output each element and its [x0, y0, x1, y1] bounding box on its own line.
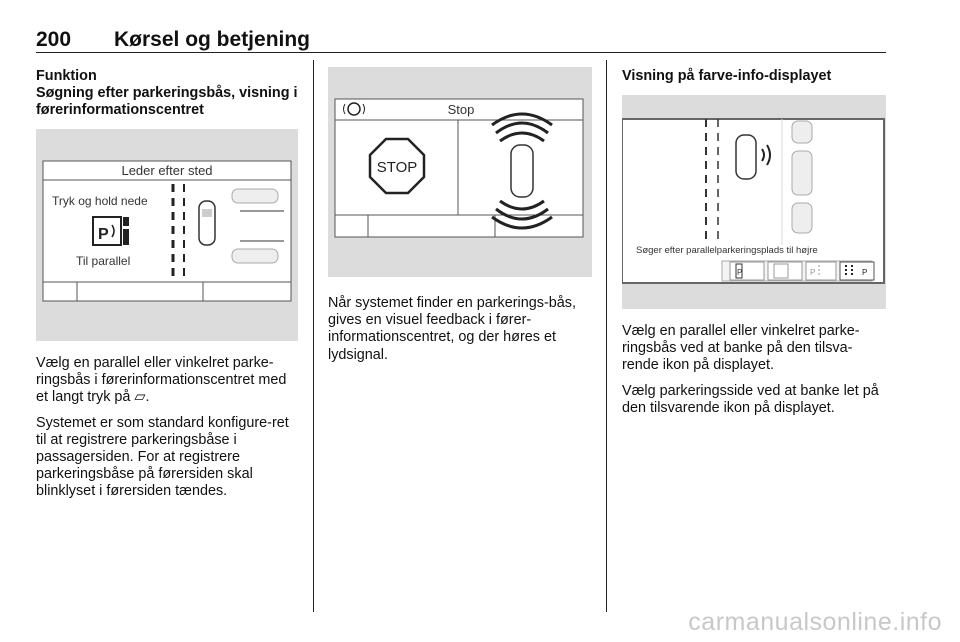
page-number: 200	[36, 28, 72, 51]
paragraph: Vælg en parallel eller vinkelret parke-ringsbås i førerinformationscentret med et langt tryk på ⏥.	[36, 355, 287, 406]
display-caption: Søger efter parallelparkeringsplads til højre	[636, 245, 818, 256]
column-divider-2	[606, 60, 607, 612]
parking-side-left-button[interactable]	[806, 262, 836, 280]
column-3	[622, 60, 886, 425]
ego-car-icon	[736, 135, 756, 179]
watermark: carmanualsonline.info	[688, 608, 942, 636]
svg-text:P: P	[737, 268, 743, 277]
page-header	[36, 28, 886, 52]
parallel-parking-button[interactable]	[730, 262, 764, 280]
column-1	[36, 60, 298, 509]
column-2	[328, 60, 592, 372]
park-assist-button-icon	[93, 217, 129, 245]
paragraph: Når systemet finder en parkerings-bås, gives en visuel feedback i fører-informationscentret, og der høres et lydsignal.	[328, 295, 576, 363]
ego-car-icon	[199, 201, 215, 245]
stop-sign-text: STOP	[376, 159, 418, 176]
dic-title: Leder efter sted	[121, 163, 213, 178]
dic-mode-label: Til parallel	[76, 254, 131, 268]
svg-text:P: P	[98, 226, 109, 243]
dic-stop-figure	[328, 67, 592, 277]
section-heading: Visning på farve-info-displayet	[622, 68, 832, 84]
perpendicular-parking-button[interactable]	[768, 262, 802, 280]
header-rule	[36, 52, 886, 53]
color-info-display-figure	[622, 95, 886, 309]
section-subheading: Søgning efter parkeringsbås, visning i førerinformationscentret	[36, 85, 298, 118]
svg-text:P: P	[862, 268, 868, 277]
dic-parking-figure	[36, 129, 298, 341]
section-heading: Funktion	[36, 68, 97, 84]
paragraph: Systemet er som standard konfigure-ret til at registrere parkeringsbåse i passagersiden. For at registrere parkeringsbåse på førersiden skal blinklyset i førersiden tændes.	[36, 414, 289, 500]
paragraph: Vælg en parallel eller vinkelret parke-ringsbås ved at banke på den tilsva-rende ikon på displayet.	[622, 323, 860, 374]
dic-instruction: Tryk og hold nede	[52, 194, 148, 208]
stop-sign-icon	[370, 139, 424, 193]
svg-text:P: P	[810, 268, 816, 277]
column-divider-1	[313, 60, 314, 612]
paragraph: Vælg parkeringsside ved at banke let på den tilsvarende ikon på displayet.	[622, 382, 879, 416]
parking-side-right-button[interactable]	[840, 262, 874, 280]
dic-status: Stop	[447, 102, 475, 117]
page-title: Kørsel og betjening	[114, 28, 311, 51]
